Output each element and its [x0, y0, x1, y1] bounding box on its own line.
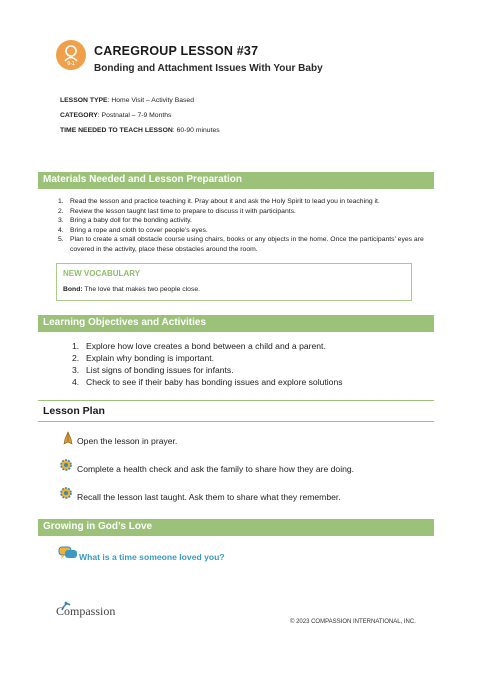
- objectives-list: [72, 340, 343, 388]
- gear-icon: [59, 458, 73, 477]
- lesson-step: Complete a health check and ask the family to share how they are doing.: [77, 464, 355, 474]
- growing-heading-band: [38, 519, 434, 536]
- lesson-category: CATEGORY: Postnatal – 7-9 Months: [60, 112, 172, 119]
- list-item: 4. Check to see if their baby has bonding issues and explore solutions: [72, 377, 343, 387]
- materials-heading: Materials Needed and Lesson Preparation: [43, 174, 242, 185]
- lesson-step: Open the lesson in prayer.: [77, 436, 178, 446]
- growing-heading: Growing in God’s Love: [43, 521, 153, 532]
- list-item: 3. List signs of bonding issues for infants.: [72, 365, 234, 375]
- discussion-question: What is a time someone loved you?: [79, 552, 225, 562]
- list-item: 3. Bring a baby doll for the bonding activity.: [58, 217, 192, 225]
- list-item: 4. Bring a rope and cloth to cover people’s eyes.: [58, 226, 208, 234]
- lesson-subtitle: Bonding and Attachment Issues With Your Baby: [94, 63, 323, 74]
- vocabulary-box: [56, 263, 412, 301]
- materials-heading-band: [38, 172, 434, 189]
- objectives-heading: Learning Objectives and Activities: [43, 317, 207, 328]
- objectives-heading-band: [38, 315, 434, 332]
- lesson-title: CAREGROUP LESSON #37: [94, 44, 259, 58]
- list-item: 1. Explore how love creates a bond between a child and a parent.: [72, 341, 326, 351]
- list-item: 5. Plan to create a small obstacle course using chairs, books or any objects in the home. Once the participants’ eyes are covered in the activity, place these obstacles around the room.: [58, 236, 424, 253]
- divider: [38, 421, 434, 422]
- lesson-plan-heading: Lesson Plan: [43, 405, 105, 417]
- divider: [38, 400, 434, 401]
- praying-hands-icon: [61, 431, 75, 450]
- lesson-type: LESSON TYPE: Home Visit – Activity Based: [60, 97, 194, 104]
- copyright: © 2023 COMPASSION INTERNATIONAL, INC.: [290, 619, 416, 625]
- list-item: 1. Read the lesson and practice teaching it. Pray about it and ask the Holy Spirit to lead you in teaching it.: [58, 198, 380, 205]
- list-item: 2. Review the lesson taught last time to prepare to discuss it with participants.: [58, 207, 296, 215]
- compassion-logo: Compassion: [56, 604, 116, 618]
- list-item: 2. Explain why bonding is important.: [72, 353, 215, 363]
- lesson-time: TIME NEEDED TO TEACH LESSON: 60-90 minutes: [60, 127, 220, 134]
- logo-age-label: 0-1: [67, 61, 75, 67]
- vocabulary-definition: Bond: The love that makes two people close.: [63, 286, 201, 293]
- caregroup-logo: [56, 40, 86, 70]
- gear-icon: [59, 486, 73, 505]
- materials-list: [58, 197, 434, 255]
- speech-bubble-icon: [58, 546, 78, 565]
- vocabulary-title: NEW VOCABULARY: [63, 269, 141, 278]
- lesson-step: Recall the lesson last taught. Ask them to share what they remember.: [77, 492, 341, 502]
